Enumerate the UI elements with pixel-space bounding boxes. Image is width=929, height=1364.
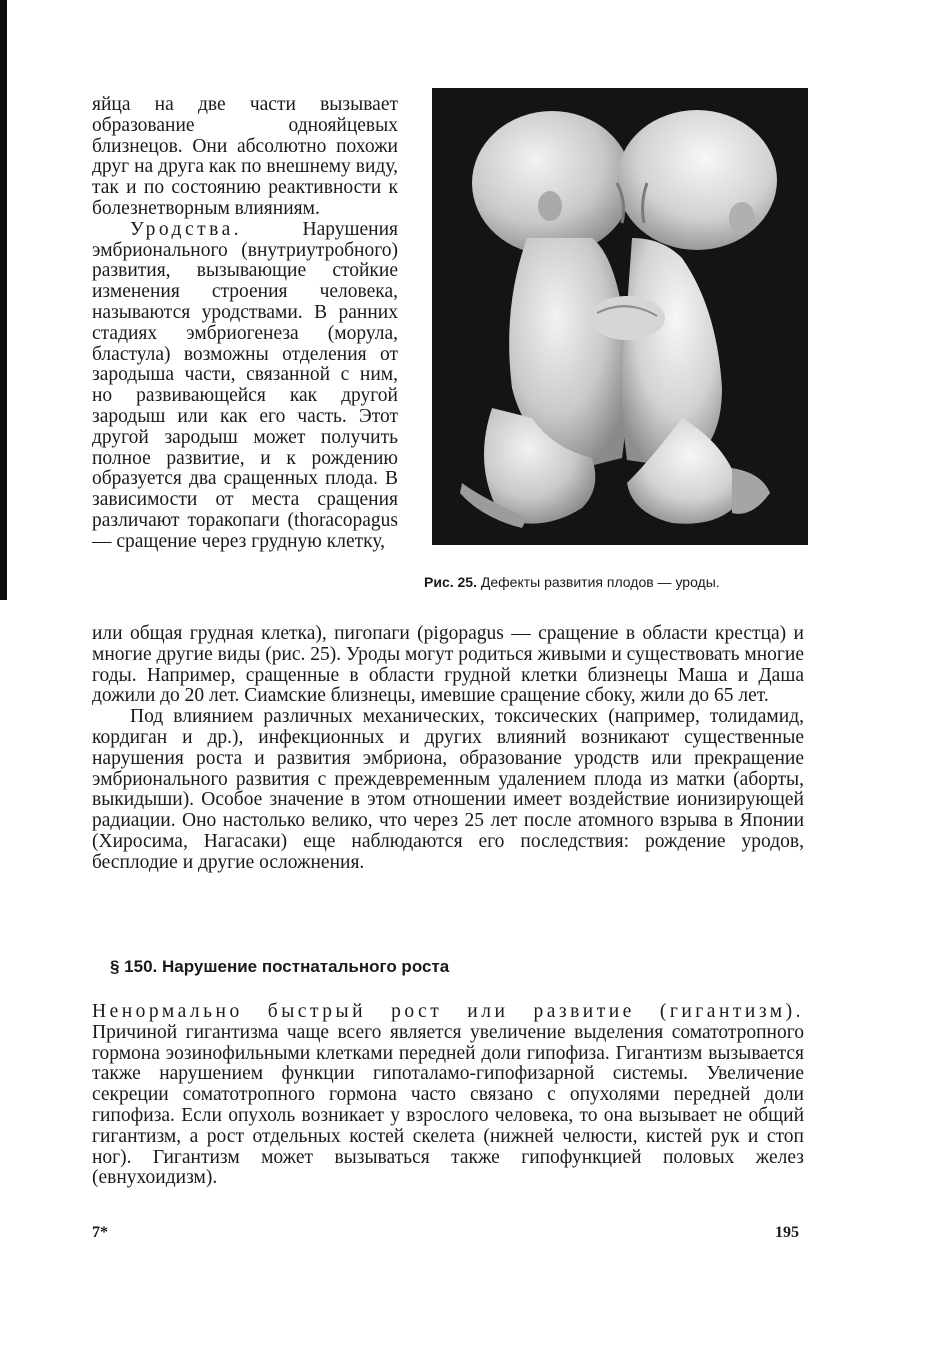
full-width-text-lower (92, 1002, 804, 1189)
paragraph-deformities-continued: или общая грудная клетка), пигопаги (pigopagus — сращение в области крестца) и многие другие виды (рис. 25). Уроды могут родиться живыми и существовать многие годы. Например, сращенные в области грудной клетки близнецы Маша и Даша дожили до 20 лет. Сиамские близнецы, имевшие сращение сбоку, жили до 65 лет. (92, 623, 804, 707)
full-width-text-upper (92, 624, 804, 874)
paragraph-gigantism (92, 1002, 804, 1189)
page-edge-shadow (0, 0, 14, 600)
signature-mark: 7* (92, 1224, 108, 1241)
figure-25-photo (432, 88, 808, 545)
left-column-text (92, 95, 398, 553)
figure-caption-text: Дефекты развития плодов — уроды. (476, 574, 720, 590)
paragraph-deformities-body: Нарушения эмбрионального (внутриутробного) развития, вызывающие стойкие изменения строения человека, называются уродствами. В ранних стадиях эмбриогенеза (морула, бластула) возможны отделения от зародыша части, связанной с ним, но развивающейся как другой зародыш или как его часть. Этот другой зародыш может получить полное развитие, и к рождению образуется два сращенных плода. В зависимости от места сращения различают торакопаги (thoracopagus — сращение через грудную клетку, (92, 218, 398, 552)
page-number: 195 (775, 1224, 799, 1241)
term-deformities: Уродства. (130, 218, 243, 240)
paragraph-deformities (92, 220, 398, 553)
conjoined-twins-illustration (432, 88, 808, 545)
figure-caption (424, 574, 804, 590)
term-gigantism: Ненормально быстрый рост или развитие (гигантизм). (92, 1001, 804, 1022)
paragraph-influences: Под влиянием различных механических, токсических (например, толидамид, кордиган и др.), инфекционных и других влияний возникают существенные нарушения роста и развития эмбриона, образование уродств или прекращение эмбрионального развития с преждевременным удалением плода из матки (аборты, выкидыши). Особое значение в этом отношении имеет воздействие ионизирующей радиации. Оно настолько велико, что через 25 лет после атомного взрыва в Японии (Хиросима, Нагасаки) еще наблюдаются его последствия: рождение уродов, бесплодие и другие осложнения. (92, 706, 804, 873)
figure-number: Рис. 25. (424, 574, 477, 590)
paragraph-gigantism-body: Причиной гигантизма чаще всего является увеличение выделения соматотропного гормона эозинофильными клетками передней доли гипофиза. Гигантизм вызывается также нарушением функции гипоталамо-гипофизарной системы. Увеличение секреции соматотропного гормона часто связано с опухолями передней доли гипофиза. Если опухоль возникает у взрослого человека, то она вызывает не общий гигантизм, а рост отдельных костей скелета (нижней челюсти, кистей рук и стоп ног). Гигантизм может вызываться также гипофункцией половых желез (евнухоидизм). (92, 1021, 804, 1189)
paragraph-twins: яйца на две части вызывает образование однояйцевых близнецов. Они абсолютно похожи друг на друга как по внешнему виду, так и по состоянию реактивности к болезнетворным влияниям. (92, 94, 398, 219)
section-heading: § 150. Нарушение постнатального роста (110, 957, 450, 976)
